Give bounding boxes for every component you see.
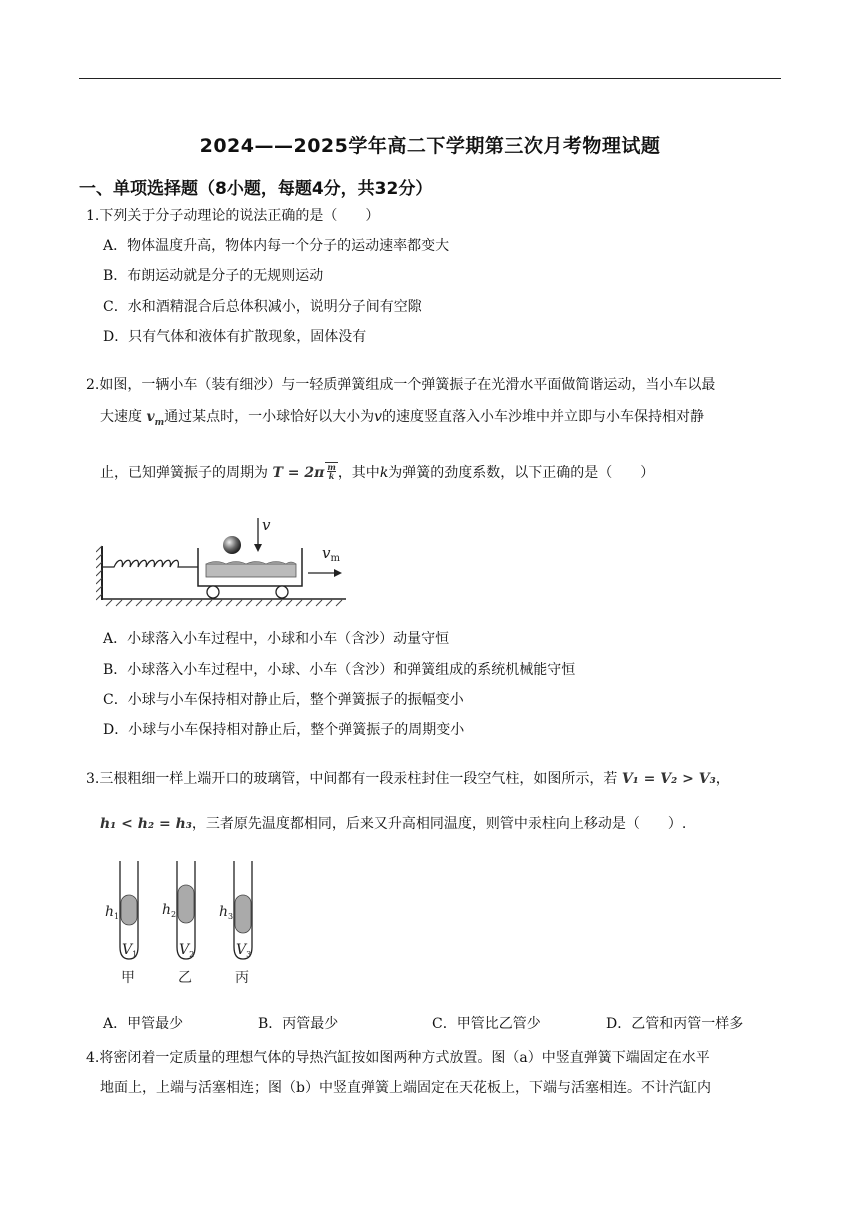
question-1-option-c: C．水和酒精混合后总体积减小，说明分子间有空隙 (103, 299, 422, 315)
svg-text:甲: 甲 (121, 970, 135, 986)
question-2-line-1: 2.如图，一辆小车（装有细沙）与一轻质弹簧组成一个弹簧振子在光滑水平面做简谐运动，当小车以最 (86, 377, 716, 393)
symbol-vm: $v_m$ (146, 409, 165, 428)
question-1-option-b: B．布朗运动就是分子的无规则运动 (103, 268, 324, 284)
svg-text:乙: 乙 (178, 970, 192, 986)
question-2-option-a: A．小球落入小车过程中，小球和小车（含沙）动量守恒 (103, 631, 450, 647)
question-2-line-3: 止，已知弹簧振子的周期为 T = 2π m k ，其中k为弹簧的劲度系数，以下正确的是（ ） (100, 462, 655, 481)
svg-text:h2: $h_2$ (162, 902, 177, 919)
question-3-line-2: h₁ < h₂ = h₃，三者原先温度都相同，后来又升高相同温度，则管中汞柱向上移动是（ ）. (100, 816, 687, 832)
spring-cart-figure (96, 512, 352, 612)
question-2-option-d: D．小球与小车保持相对静止后，整个弹簧振子的周期变小 (103, 722, 465, 738)
height-relation: h₁ < h₂ = h₃ (100, 816, 192, 832)
velocity-v-label: v (262, 516, 271, 534)
page-title: 2024——2025学年高二下学期第三次月考物理试题 (199, 135, 661, 157)
svg-text:V3: $V_3$ (236, 942, 252, 959)
svg-text:h3: $h_3$ (219, 904, 234, 921)
glass-tubes-figure (100, 855, 270, 990)
svg-text:V2: $V_2$ (179, 942, 195, 959)
volume-relation: V₁ = V₂ > V₃ (621, 771, 716, 787)
tube-2 (162, 861, 195, 986)
question-1-stem: 1.下列关于分子动理论的说法正确的是（ ） (86, 208, 380, 224)
question-2-option-c: C．小球与小车保持相对静止后，整个弹簧振子的振幅变小 (103, 692, 464, 708)
svg-text:丙: 丙 (235, 970, 249, 986)
question-3-option-c: C．甲管比乙管少 (432, 1016, 541, 1032)
question-3-option-b: B．丙管最少 (258, 1016, 339, 1032)
question-1-option-d: D．只有气体和液体有扩散现象，固体没有 (103, 329, 367, 345)
question-3-line-1: 3.三根粗细一样上端开口的玻璃管，中间都有一段汞柱封住一段空气柱，如图所示，若 V₁ = V₂ > V₃， (86, 771, 730, 787)
question-1-option-a: A．物体温度升高，物体内每一个分子的运动速率都变大 (103, 238, 450, 254)
question-2-line-2: 大速度 $v_m$通过某点时，一小球恰好以大小为v的速度竖直落入小车沙堆中并立即与小车保持相对静 (100, 409, 705, 428)
ball (223, 536, 241, 554)
header-rule (79, 78, 781, 79)
question-3-option-a: A．甲管最少 (103, 1016, 184, 1032)
question-4-line-1: 4.将密闭着一定质量的理想气体的导热汽缸按如图两种方式放置。图（a）中竖直弹簧下端固定在水平 (86, 1050, 710, 1066)
question-3-option-d: D．乙管和丙管一样多 (606, 1016, 744, 1032)
svg-text:h1: $h_1$ (105, 904, 120, 921)
question-2-option-b: B．小球落入小车过程中，小球、小车（含沙）和弹簧组成的系统机械能守恒 (103, 662, 576, 678)
tube-3 (219, 861, 252, 986)
velocity-vm-label: $v_m$ (322, 544, 340, 564)
period-formula: T = 2π m k (272, 462, 336, 481)
svg-text:V1: $V_1$ (122, 942, 138, 959)
tube-1 (105, 861, 138, 986)
section-heading: 一、单项选择题（8小题，每题4分，共32分） (79, 179, 433, 199)
question-4-line-2: 地面上，上端与活塞相连；图（b）中竖直弹簧上端固定在天花板上，下端与活塞相连。不计汽缸内 (100, 1080, 711, 1096)
